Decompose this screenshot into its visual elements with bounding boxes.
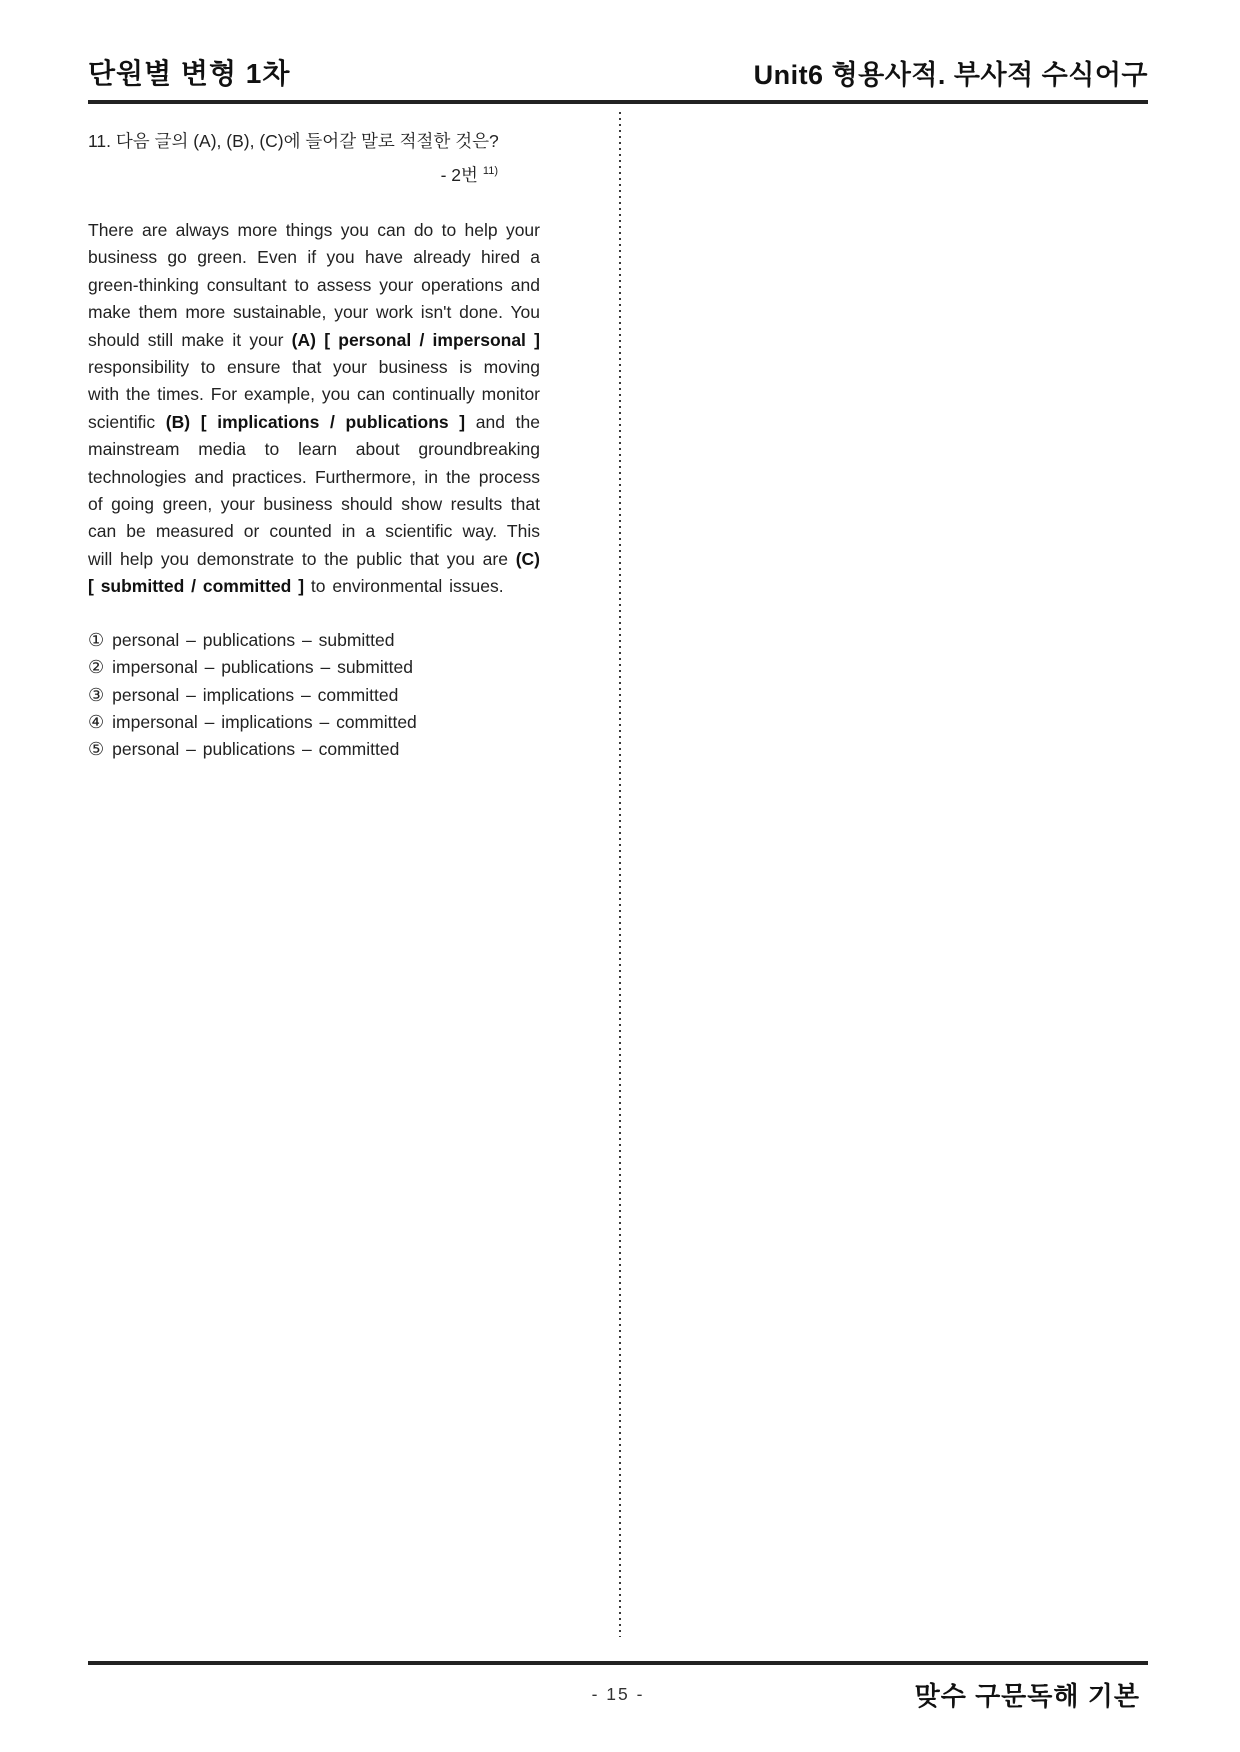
option-item-2 <box>88 654 540 681</box>
option-text-5: personal – publications – committed <box>112 739 400 760</box>
passage-choice-B: (B) [ implications / publications ] <box>165 411 466 432</box>
option-text-4: impersonal – implications – committed <box>112 711 417 732</box>
book-title: 맞수 구문독해 기본 <box>914 1681 1140 1711</box>
passage-choice-C: (C) [ submitted / committed ] <box>88 548 540 597</box>
option-text-2: impersonal – publications – submitted <box>112 657 413 678</box>
option-marker-3: ③ <box>88 684 105 705</box>
option-marker-5: ⑤ <box>88 739 105 760</box>
source-ref-text: - 2번 <box>440 165 478 185</box>
option-marker-4: ④ <box>88 711 105 732</box>
footer-rule <box>88 1661 1148 1665</box>
passage-text <box>88 217 540 601</box>
option-item-3 <box>88 682 540 709</box>
question-prompt: 11. 다음 글의 (A), (B), (C)에 들어갈 말로 적절한 것은? <box>88 131 499 151</box>
option-text-3: personal – implications – committed <box>112 684 399 705</box>
question-source-ref <box>88 162 540 187</box>
option-item-1 <box>88 627 540 654</box>
option-marker-1: ① <box>88 629 105 650</box>
column-divider-dotted-line <box>619 112 621 1637</box>
question-column <box>88 128 540 764</box>
footnote-marker: 11) <box>482 165 498 178</box>
passage-segment: There are always more things you can do to help your business go green. Even if you have already hired a green-thinking consultant to assess your operations and make them more sustainable, your work isn't done. You should still make it your <box>88 220 540 350</box>
page-number: - 15 - <box>591 1684 645 1704</box>
header-rule <box>88 100 1148 104</box>
passage-segment: and the mainstream media to learn about groundbreaking technologies and practices. Furthermore, in the process of going green, your business should show results that can be measured or counted in a scientific way. This will help you demonstrate to the public that you are <box>88 411 540 569</box>
option-item-5 <box>88 736 540 763</box>
options-list <box>88 627 540 764</box>
passage-choice-A: (A) [ personal / impersonal ] <box>291 329 540 350</box>
option-marker-2: ② <box>88 657 105 678</box>
page-header <box>88 52 1148 92</box>
passage-segment: responsibility to ensure that your business is moving with the times. For example, you can continually monitor scientific <box>88 357 540 432</box>
option-item-4 <box>88 709 540 736</box>
option-text-1: personal – publications – submitted <box>112 629 395 650</box>
header-right-title: Unit6 형용사적. 부사적 수식어구 <box>753 60 1148 90</box>
header-left-title: 단원별 변형 1차 <box>88 58 291 89</box>
passage-segment: to environmental issues. <box>304 576 504 597</box>
